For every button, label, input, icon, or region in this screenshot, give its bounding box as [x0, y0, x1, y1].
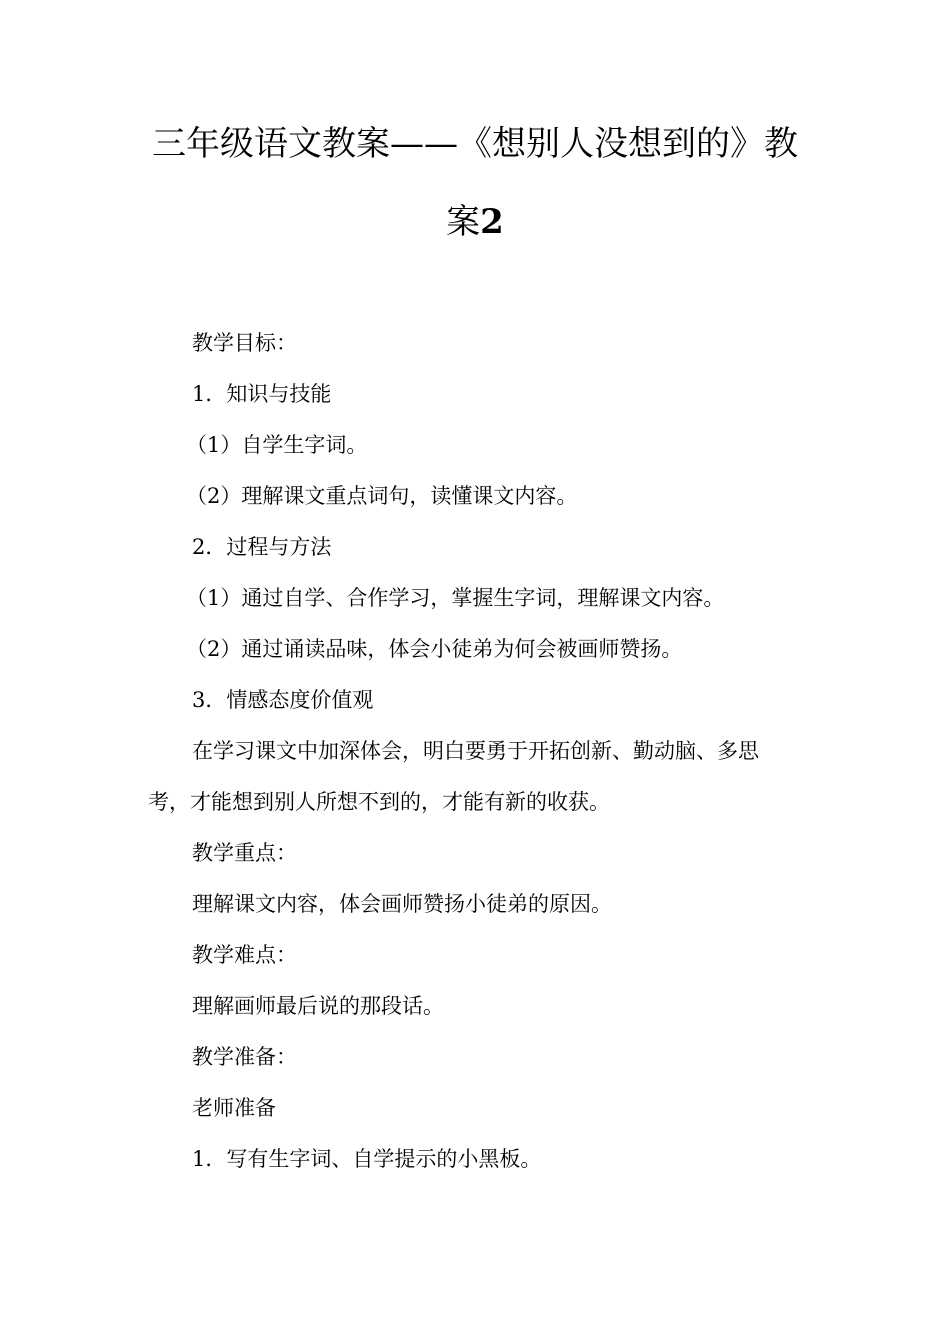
document-title-line-2 [140, 202, 810, 242]
values-paragraph-line-1: 在学习课文中加深体会，明白要勇于开拓创新、勤动脑、多思 [192, 739, 759, 763]
objective-item: （1）自学生字词。 [186, 433, 368, 457]
difficulties-text: 理解画师最后说的那段话。 [192, 994, 444, 1018]
section-heading-objectives: 教学目标： [192, 331, 297, 355]
section-heading-key-points: 教学重点： [192, 841, 297, 865]
section-heading-difficulties: 教学难点： [192, 943, 297, 967]
preparation-item: 1．写有生字词、自学提示的小黑板。 [192, 1147, 542, 1171]
document-title-line-1: 三年级语文教案——《想别人没想到的》教 [152, 124, 798, 164]
objective-item: （1）通过自学、合作学习，掌握生字词，理解课文内容。 [186, 586, 725, 610]
objective-heading-knowledge: 1．知识与技能 [192, 382, 332, 406]
title-number: 2 [480, 202, 504, 242]
section-heading-preparation: 教学准备： [192, 1045, 297, 1069]
objective-item: （2）理解课文重点词句，读懂课文内容。 [186, 484, 578, 508]
objective-item: （2）通过诵读品味，体会小徒弟为何会被画师赞扬。 [186, 637, 683, 661]
title-suffix: 案 [446, 202, 481, 242]
objective-heading-values: 3．情感态度价值观 [192, 688, 374, 712]
key-points-text: 理解课文内容，体会画师赞扬小徒弟的原因。 [192, 892, 612, 916]
values-paragraph-line-2: 考，才能想到别人所想不到的，才能有新的收获。 [148, 790, 610, 814]
objective-heading-process: 2．过程与方法 [192, 535, 332, 559]
preparation-subheading-teacher: 老师准备 [192, 1096, 276, 1120]
